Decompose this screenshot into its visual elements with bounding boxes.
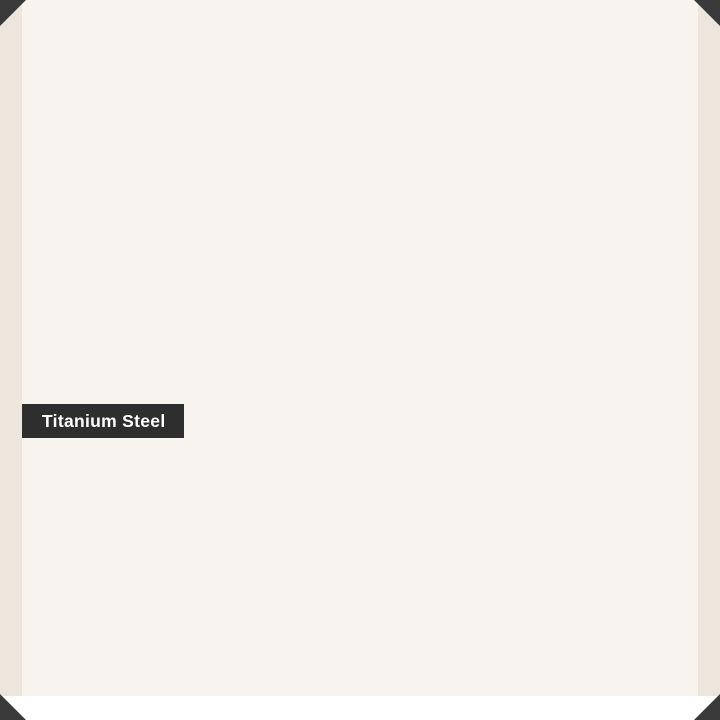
page-inner-surface [22, 0, 698, 720]
bottom-white-strip [0, 696, 720, 720]
corner-accent-bottom-left [0, 694, 26, 720]
corner-accent-bottom-right [694, 694, 720, 720]
material-tag [22, 404, 184, 438]
corner-accent-top-left [0, 0, 26, 26]
material-tag-label: Titanium Steel [42, 410, 166, 431]
corner-accent-top-right [694, 0, 720, 26]
right-border-band [698, 0, 720, 720]
left-border-band [0, 0, 22, 720]
